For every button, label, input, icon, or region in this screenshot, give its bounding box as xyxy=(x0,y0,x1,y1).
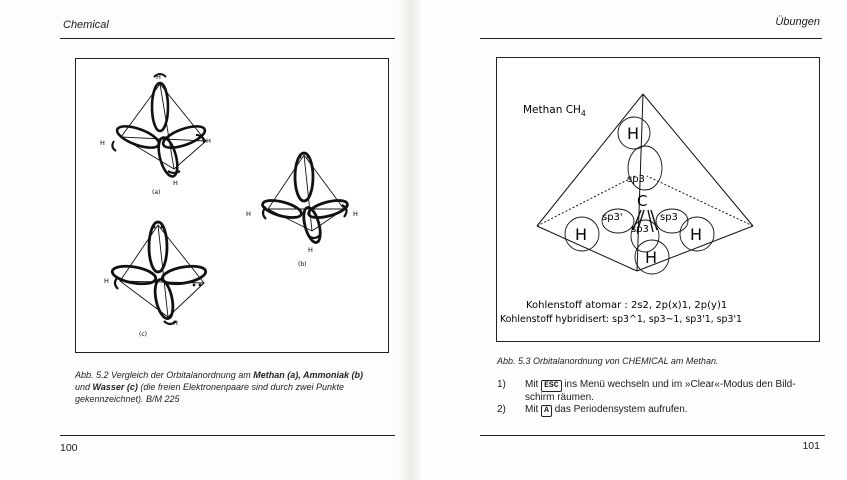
caption-line2-rest: (die freien Elektronenpaare sind durch zwei Punkte xyxy=(140,382,345,392)
caption-methan: Methan (a), Ammoniak (b) xyxy=(253,370,363,380)
orbital-comparison-drawing xyxy=(76,59,388,352)
label-a: (a) xyxy=(152,189,161,196)
orbital-label-bottom: sp3 xyxy=(631,224,649,235)
water-hydrogen-label: H xyxy=(104,277,109,285)
step-2-number: 2) xyxy=(497,404,506,415)
step-2 xyxy=(497,404,827,418)
lone-pair-dot xyxy=(307,156,310,159)
label-b: (b) xyxy=(298,261,307,268)
left-running-header: Chemical xyxy=(63,19,109,31)
ammonia-hydrogen-label: H xyxy=(353,210,358,218)
esc-key-icon: ESC xyxy=(541,380,561,392)
right-header-rule xyxy=(480,38,822,39)
right-running-header: Übungen xyxy=(775,16,820,28)
ammonia-hydrogen-label: H xyxy=(246,210,251,218)
caption-wasser: Wasser (c) xyxy=(92,382,138,392)
orbital-label-left: sp3' xyxy=(602,212,623,223)
methane-hydrogen-label: H xyxy=(156,73,161,81)
water-orbital-diagram xyxy=(111,222,207,324)
methane-hydrogen-label: H xyxy=(206,137,211,145)
carbon-label: C xyxy=(637,192,648,210)
right-footer-rule xyxy=(480,435,825,436)
caption-line3: gekennzeichnet). B/M 225 xyxy=(75,394,180,404)
left-figure-caption xyxy=(75,369,390,405)
step-1 xyxy=(497,379,827,405)
hydrogen-right-label: H xyxy=(690,225,703,244)
methane-orbital-diagram xyxy=(112,74,207,178)
left-page xyxy=(0,0,420,480)
hydrogen-top-label: H xyxy=(627,124,640,143)
ammonia-orbital-diagram xyxy=(261,153,349,244)
orbital-label-top: sp3 xyxy=(627,174,645,185)
lone-pair-dot xyxy=(199,284,202,287)
left-header-rule xyxy=(60,38,395,39)
step-1-pre: Mit xyxy=(525,379,539,390)
ammonia-hydrogen-label: H xyxy=(308,246,313,254)
lone-pair-dot xyxy=(153,226,156,229)
step-1-text: ins Menü wechseln und im »Clear«-Modus den Bild- xyxy=(564,379,796,390)
hydrogen-bottom-label: H xyxy=(645,248,658,267)
lone-pair-dot xyxy=(193,284,196,287)
orbital-comparison-figure xyxy=(75,58,389,353)
caption-und: und xyxy=(75,382,91,392)
lone-pair-dot xyxy=(161,226,164,229)
orbital-label-right: sp3 xyxy=(660,212,678,223)
left-footer-rule xyxy=(60,435,395,436)
carbon-hybrid-config: Kohlenstoff hybridisert: sp3^1, sp3~1, sp3'1, sp3'1 xyxy=(500,314,742,325)
hydrogen-left-label: H xyxy=(575,225,588,244)
tetrahedron-outline xyxy=(537,94,753,271)
left-page-number: 100 xyxy=(60,442,78,454)
methane-hybrid-figure xyxy=(496,57,820,342)
caption-lead: Abb. 5.2 Vergleich der Orbitalanordnung am xyxy=(75,370,251,380)
methane-hydrogen-label: H xyxy=(173,179,178,187)
step-1-continuation: schirm räumen. xyxy=(525,392,594,403)
right-page-number: 101 xyxy=(802,440,820,452)
right-page xyxy=(420,0,847,480)
lone-pair-dot xyxy=(299,156,302,159)
step-1-number: 1) xyxy=(497,379,506,390)
water-hydrogen-label: H xyxy=(173,319,178,327)
methane-title: Methan $CH_4$ xyxy=(523,104,586,118)
methane-hydrogen-label: H xyxy=(100,139,105,147)
a-key-icon: A xyxy=(541,405,552,417)
carbon-atomic-config: Kohlenstoff atomar : 2s2, 2p(x)1, 2p(y)1 xyxy=(526,300,728,311)
right-figure-caption: Abb. 5.3 Orbitalanordnung von CHEMICAL am Methan. xyxy=(497,356,719,366)
step-2-text: das Periodensystem aufrufen. xyxy=(554,404,688,415)
methane-hybrid-drawing xyxy=(497,58,819,341)
label-c: (c) xyxy=(139,331,147,338)
step-2-pre: Mit xyxy=(525,404,539,415)
